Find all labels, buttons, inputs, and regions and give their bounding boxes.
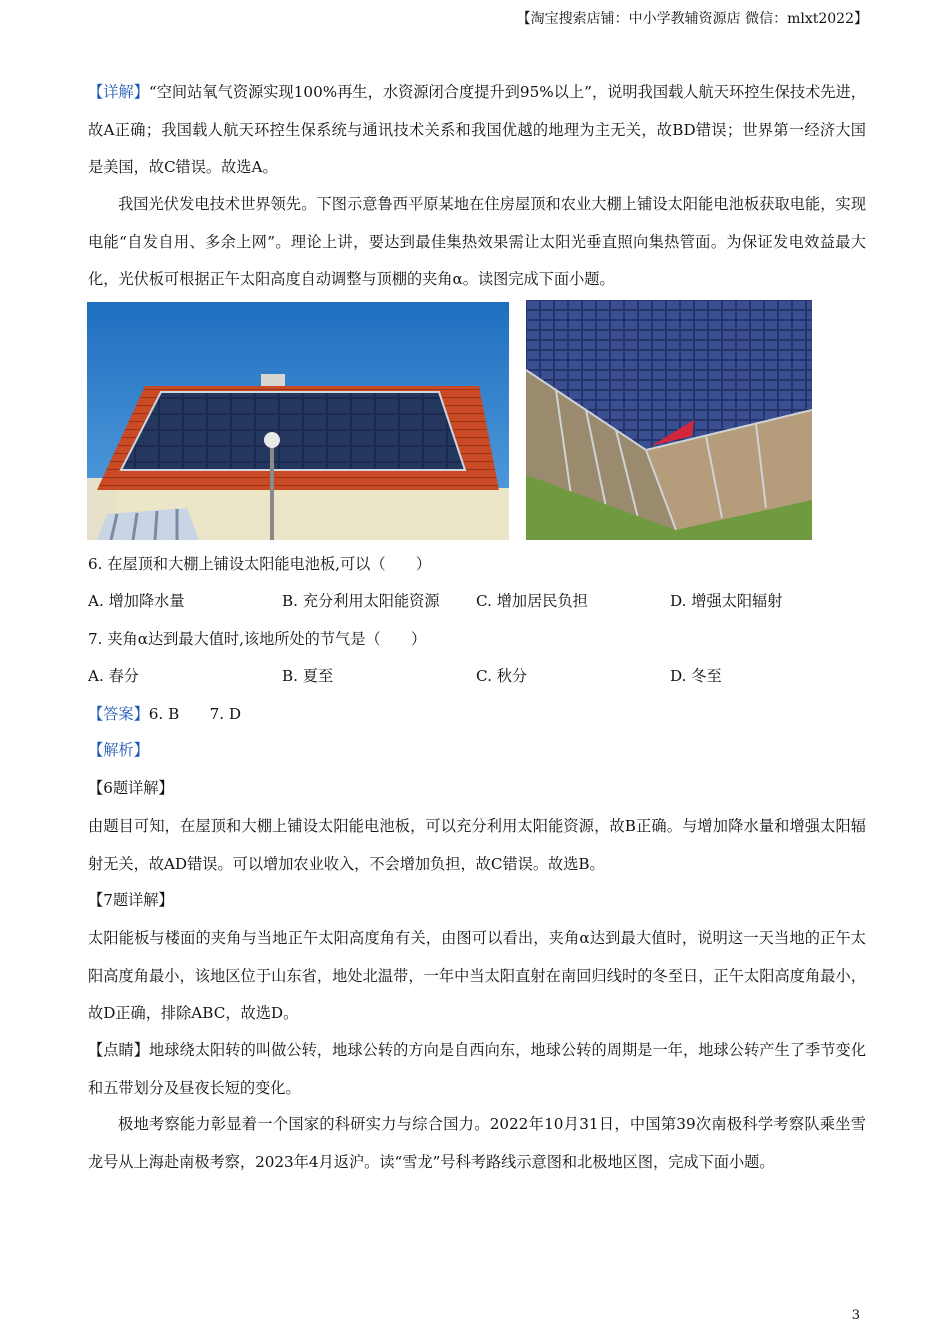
comment-paragraph: [88, 1032, 866, 1107]
detail-tag: 【详解】: [88, 83, 149, 101]
q6-option-a: A. 增加降水量: [88, 592, 185, 610]
answer-text: 6. B 7. D: [148, 705, 242, 723]
q6-detail-tag: 【6题详解】: [88, 779, 174, 797]
answer-line: [88, 702, 241, 726]
q7-option-a: A. 春分: [88, 667, 139, 685]
greenhouse-solar-photo: [526, 300, 812, 540]
question-7-stem: 7. 夹角α达到最大值时,该地所处的节气是（ ）: [88, 630, 427, 648]
answer-tag: 【答案】: [88, 705, 149, 723]
q7-detail-tag: 【7题详解】: [88, 891, 174, 909]
q7-detail-text: 太阳能板与楼面的夹角与当地正午太阳高度角有关，由图可以看出，夹角α达到最大值时，说明这一天当地的正午太阳高度角最小，该地区位于山东省，地处北温带，一年中当太阳直射在南回归线时的冬至日，正午太阳高度角最小，故D正确，排除ABC，故选D。: [88, 929, 866, 1022]
closing-paragraph: 极地考察能力彰显着一个国家的科研实力与综合国力。2022年10月31日，中国第39次南极科学考察队乘坐雪龙号从上海赴南极考察，2023年4月返沪。读“雪龙”号科考路线示意图和北极地区图，完成下面小题。: [88, 1115, 866, 1171]
detail-text: “空间站氧气资源实现100%再生，水资源闭合度提升到95%以上”，说明我国载人航天环控生保技术先进，故A正确；我国载人航天环控生保系统与通讯技术关系和我国优越的地理为主无关，故BD错误；世界第一经济大国是美国，故C错误。故选A。: [88, 83, 866, 176]
q6-option-d: D. 增强太阳辐射: [670, 592, 783, 610]
analysis-tag: 【解析】: [88, 741, 149, 759]
intro-paragraph: 我国光伏发电技术世界领先。下图示意鲁西平原某地在住房屋顶和农业大棚上铺设太阳能电池板获取电能，实现电能“自发自用、多余上网”。理论上讲，要达到最佳集热效果需让太阳光垂直照向集热管面。为保证发电效益最大化，光伏板可根据正午太阳高度自动调整与顶棚的夹角α。读图完成下面小题。: [88, 195, 866, 288]
q7-option-d: D. 冬至: [670, 667, 722, 685]
q7-option-c: C. 秋分: [476, 667, 528, 685]
page-number: 3: [851, 1308, 860, 1323]
comment-tag: 【点睛】: [88, 1041, 150, 1059]
q6-detail-text: 由题目可知，在屋顶和大棚上铺设太阳能电池板，可以充分利用太阳能资源，故B正确。与增加降水量和增强太阳辐射无关，故AD错误。可以增加农业收入，不会增加负担，故C错误。故选B。: [88, 817, 866, 873]
detail-paragraph: [88, 74, 866, 187]
page-header: 【淘宝搜索店铺：中小学教辅资源店 微信：mlxt2022】: [516, 11, 868, 27]
q6-option-c: C. 增加居民负担: [476, 592, 588, 610]
house-roof-solar-photo: [87, 302, 509, 540]
question-6-stem: 6. 在屋顶和大棚上铺设太阳能电池板,可以（ ）: [88, 555, 432, 573]
comment-text: 地球绕太阳转的叫做公转，地球公转的方向是自西向东，地球公转的周期是一年，地球公转产生了季节变化和五带划分及昼夜长短的变化。: [88, 1041, 867, 1097]
q7-option-b: B. 夏至: [282, 667, 334, 685]
q6-option-b: B. 充分利用太阳能资源: [282, 592, 440, 610]
